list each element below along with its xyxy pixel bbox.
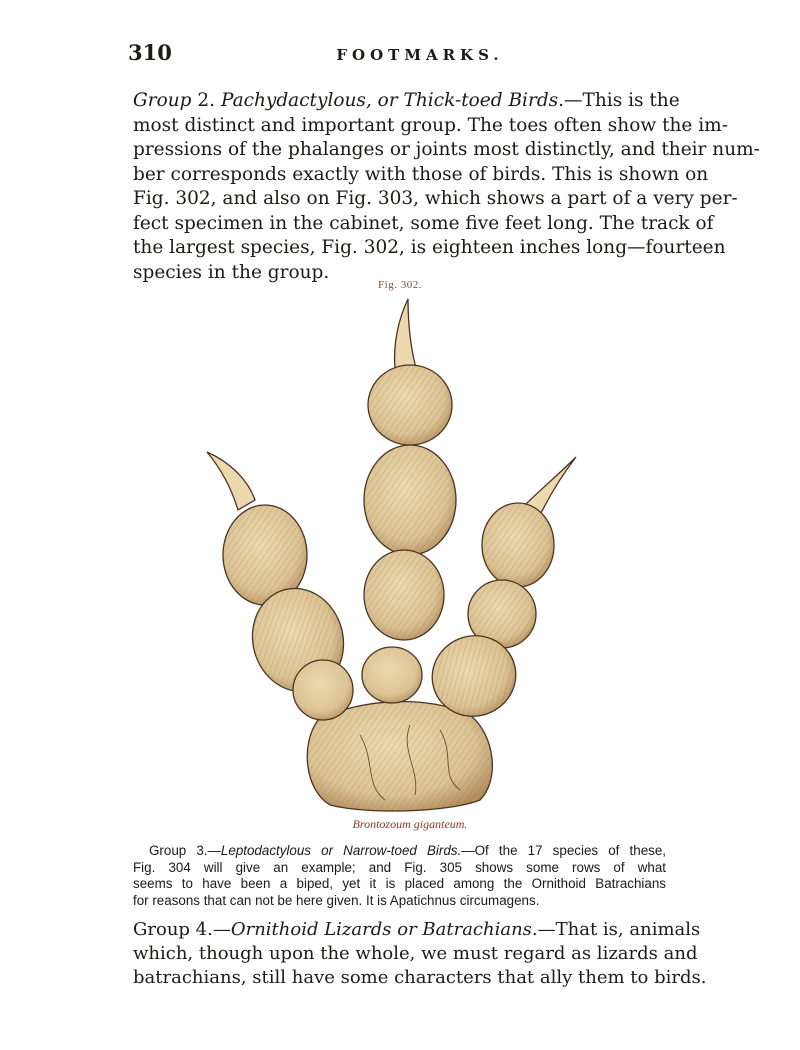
page-number: 310	[128, 40, 172, 65]
text-line: most distinct and important group. The toes often show the im-	[133, 114, 728, 136]
group-title-alt: Thick-toed Birds.	[403, 90, 565, 111]
middle-toe-pad	[362, 647, 422, 703]
group-text: —Of the 17 species of these,	[461, 843, 667, 858]
group-title: Ornithoid Lizards or Batrachians.	[230, 919, 538, 940]
group-title: Pachydactylous	[220, 90, 366, 111]
text-line: batrachians, still have some characters that ally them to birds.	[133, 967, 707, 988]
group-number: 2.	[191, 90, 221, 111]
text-line: the largest species, Fig. 302, is eighteen inches long—fourteen	[133, 237, 726, 258]
text-line: fect specimen in the cabinet, some five feet long. The track of	[133, 212, 714, 234]
group-title-sep: , or	[365, 90, 404, 111]
text-line: which, though upon the whole, we must regard as lizards and	[133, 943, 698, 964]
group-title: Leptodactylous or Narrow-toed Birds.	[220, 843, 462, 858]
footprint-illustration	[190, 292, 590, 817]
group-text: —This is the	[564, 90, 680, 111]
paragraph-group-3	[133, 843, 666, 909]
paragraph-group-4	[133, 918, 707, 990]
middle-claw	[395, 299, 416, 368]
left-claw	[207, 452, 255, 510]
group-label: Group 3.—	[149, 843, 221, 858]
group-label: Group 4.—	[133, 919, 231, 940]
text-line: seems to have been a biped, yet it is placed among the Ornithoid Batrachians	[133, 876, 666, 892]
text-line: for reasons that can not be here given. It is Apatichnus circumagens.	[133, 892, 540, 908]
text-line: Fig. 302, and also on Fig. 303, which shows a part of a very per-	[133, 188, 738, 209]
left-toe-pad	[293, 660, 353, 720]
text-line: species in the group.	[133, 261, 330, 283]
text-line: Fig. 304 will give an example; and Fig. 305 shows some rows of what	[133, 859, 666, 875]
paragraph-group-2	[133, 89, 760, 285]
text-line	[133, 843, 666, 860]
group-text: —That is, animals	[537, 919, 701, 940]
text-line: ber corresponds exactly with those of birds. This is shown on	[133, 163, 709, 185]
text-line	[133, 89, 680, 114]
figure-label: Fig. 302.	[378, 279, 422, 291]
running-head: FOOTMARKS.	[336, 46, 504, 64]
group-label: Group	[133, 90, 192, 111]
figure-caption: Brontozoum giganteum.	[352, 817, 468, 831]
text-line: pressions of the phalanges or joints most distinctly, and their num-	[133, 139, 760, 160]
text-line	[133, 918, 701, 942]
